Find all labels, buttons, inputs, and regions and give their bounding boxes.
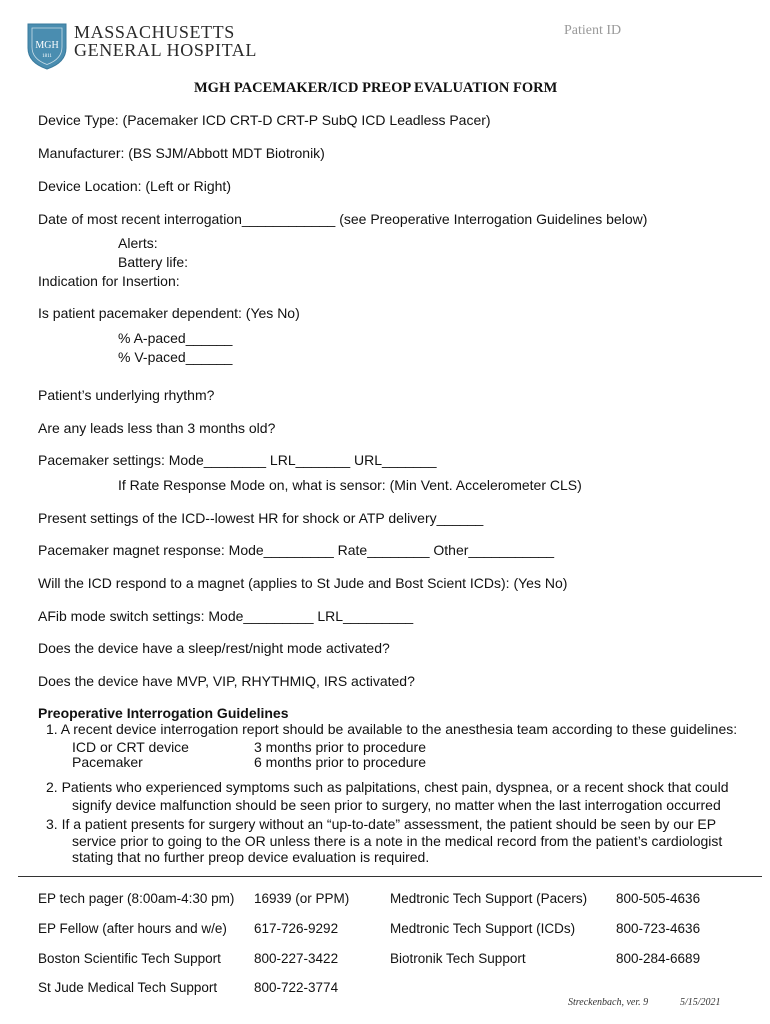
contact-label: Boston Scientific Tech Support	[38, 951, 221, 966]
alerts-field: Alerts:	[118, 235, 158, 251]
contact-number: 800-227-3422	[254, 951, 339, 966]
underlying-rhythm-field: Patient’s underlying rhythm?	[38, 387, 215, 403]
patient-id-label: Patient ID	[564, 23, 622, 38]
pacemaker-dependent-field: Is patient pacemaker dependent: (Yes No)	[38, 305, 300, 321]
guideline-row-2-device: Pacemaker	[72, 754, 143, 770]
pacemaker-settings-field: Pacemaker settings: Mode________ LRL_______ URL_______	[38, 452, 437, 468]
magnet-response-field: Pacemaker magnet response: Mode_________ Rate________ Other___________	[38, 542, 555, 558]
guideline-item-1: 1. A recent device interrogation report should be available to the anesthesia team according to these guidelines:	[46, 721, 738, 737]
contact-number: 800-722-3774	[254, 980, 339, 995]
battery-life-field: Battery life:	[118, 254, 189, 270]
interrogation-date-field: Date of most recent interrogation____________ (see Preoperative Interrogation Guidelines below)	[38, 211, 648, 227]
mgh-shield-icon	[26, 22, 68, 70]
leads-age-field: Are any leads less than 3 months old?	[38, 420, 276, 436]
divider	[18, 876, 762, 877]
a-paced-field: % A-paced______	[118, 330, 233, 346]
contact-label: Biotronik Tech Support	[390, 951, 526, 966]
rate-response-field: If Rate Response Mode on, what is sensor: (Min Vent. Accelerometer CLS)	[118, 477, 582, 493]
contact-label: St Jude Medical Tech Support	[38, 980, 218, 995]
contact-number: 617-726-9292	[254, 921, 339, 936]
guidelines-heading: Preoperative Interrogation Guidelines	[38, 705, 289, 721]
manufacturer-field: Manufacturer: (BS SJM/Abbott MDT Biotronik)	[38, 145, 325, 161]
shield-year: 1811	[42, 54, 52, 59]
indication-field: Indication for Insertion:	[38, 273, 180, 289]
guideline-item-3-line-2: service prior to going to the OR unless there is a note in the medical record from the patient’s cardiologist	[72, 833, 723, 849]
device-location-field: Device Location: (Left or Right)	[38, 178, 231, 194]
form-title: MGH PACEMAKER/ICD PREOP EVALUATION FORM	[194, 80, 558, 96]
footer-author: Streckenbach, ver. 9	[568, 997, 649, 1008]
contact-number: 800-505-4636	[616, 891, 701, 906]
afib-mode-switch-field: AFib mode switch settings: Mode_________ LRL_________	[38, 608, 414, 624]
guideline-item-2-line-2: signify device malfunction should be seen prior to surgery, no matter when the last interrogation occurred	[72, 797, 721, 813]
logo-line-1: MASSACHUSETTS	[74, 22, 235, 42]
v-paced-field: % V-paced______	[118, 349, 233, 365]
contact-label: EP Fellow (after hours and w/e)	[38, 921, 227, 936]
contact-label: EP tech pager (8:00am-4:30 pm)	[38, 891, 235, 906]
contact-label: Medtronic Tech Support (Pacers)	[390, 891, 588, 906]
device-type-field: Device Type: (Pacemaker ICD CRT-D CRT-P SubQ ICD Leadless Pacer)	[38, 112, 491, 128]
guideline-item-3-line-3: stating that no further preop device evaluation is required.	[72, 849, 430, 865]
contact-label: Medtronic Tech Support (ICDs)	[390, 921, 576, 936]
guideline-row-1-time: 3 months prior to procedure	[254, 739, 426, 755]
icd-settings-field: Present settings of the ICD--lowest HR for shock or ATP delivery______	[38, 510, 484, 526]
contact-number: 800-723-4636	[616, 921, 701, 936]
mvp-field: Does the device have MVP, VIP, RHYTHMIQ, IRS activated?	[38, 673, 415, 689]
guideline-item-3-line-1: 3. If a patient presents for surgery without an “up-to-date” assessment, the patient should be seen by our EP	[46, 816, 717, 832]
contact-number: 800-284-6689	[616, 951, 701, 966]
shield-text: MGH	[35, 40, 59, 51]
footer-date: 5/15/2021	[680, 997, 721, 1008]
sleep-mode-field: Does the device have a sleep/rest/night mode activated?	[38, 640, 390, 656]
icd-magnet-field: Will the ICD respond to a magnet (applies to St Jude and Bost Scient ICDs): (Yes No)	[38, 575, 568, 591]
guideline-item-2-line-1: 2. Patients who experienced symptoms such as palpitations, chest pain, dyspnea, or a recent shock that could	[46, 779, 729, 795]
guideline-row-1-device: ICD or CRT device	[72, 739, 189, 755]
contact-number: 16939 (or PPM)	[254, 891, 350, 906]
logo-line-2: GENERAL HOSPITAL	[74, 40, 257, 60]
guideline-row-2-time: 6 months prior to procedure	[254, 754, 426, 770]
